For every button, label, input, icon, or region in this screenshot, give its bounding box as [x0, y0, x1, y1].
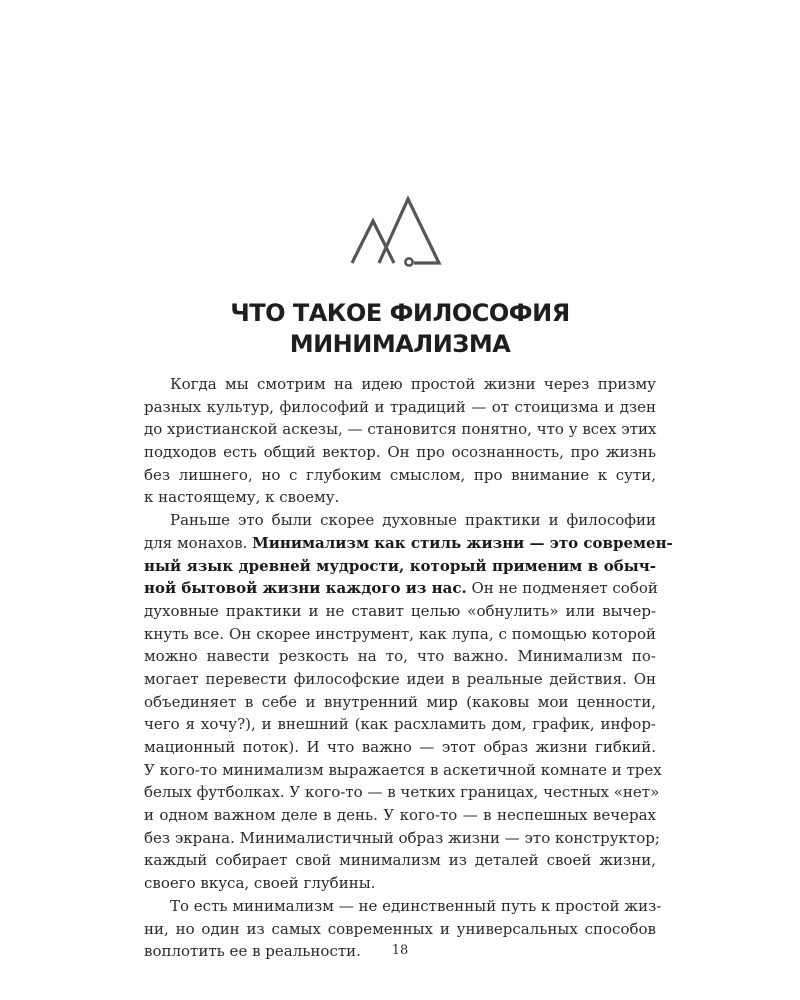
- text-line: [144, 418, 656, 441]
- text-line: [144, 918, 656, 941]
- paragraph: [144, 509, 673, 895]
- chapter-title: [0, 298, 800, 360]
- text-line: [144, 645, 656, 668]
- text-line: [144, 736, 656, 759]
- text-line: [144, 713, 656, 736]
- text-segment: каждый собирает свой минимализм из деталей своей жизни,: [144, 851, 656, 870]
- text-line: [144, 441, 656, 464]
- text-line: [144, 895, 662, 918]
- text-segment: Когда мы смотрим на идею простой жизни через призму: [170, 375, 656, 393]
- text-line: [144, 804, 656, 827]
- text-line: [144, 600, 656, 623]
- text-line: [144, 509, 656, 532]
- text-segment: можно навести резкость на то, что важно. Минимализм по-: [144, 647, 656, 666]
- text-line: [144, 486, 656, 509]
- text-line: [144, 623, 656, 646]
- text-segment: мационный поток). И что важно — этот образ жизни гибкий.: [144, 738, 656, 756]
- text-segment: Он не подменяет собой: [466, 579, 658, 598]
- text-segment: без экрана. Минималистичный образ жизни — это конструктор;: [144, 828, 660, 847]
- text-segment: без лишнего, но с глубоким смыслом, про внимание к сути,: [144, 465, 656, 484]
- text-line: [144, 849, 656, 872]
- text-line: [144, 464, 656, 487]
- text-line: [144, 668, 656, 691]
- text-segment: белых футболках. У кого-то — в четких границах, честных «нет»: [144, 783, 660, 802]
- text-line: [144, 872, 656, 895]
- text-segment: чего я хочу?), и внешний (как расхламить дом, график, инфор-: [144, 715, 656, 734]
- text-segment: подходов есть общий вектор. Он про осознанность, про жизнь: [144, 443, 656, 462]
- text-line: [144, 532, 673, 555]
- bold-text: ной бытовой жизни каждого из нас.: [144, 579, 467, 598]
- paragraph: [144, 373, 656, 509]
- text-segment: воплотить ее в реальности.: [144, 942, 361, 961]
- text-line: [144, 781, 660, 804]
- bold-text: Минимализм как стиль жизни — это современ-: [252, 533, 673, 552]
- text-segment: до христианской аскезы, — становится понятно, что у всех этих: [144, 420, 657, 439]
- text-segment: своего вкуса, своей глубины.: [144, 874, 376, 893]
- bold-text: ный язык древней мудрости, который применим в обыч-: [144, 556, 656, 575]
- text-segment: разных культур, философий и традиций — от стоицизма и дзен: [144, 397, 656, 416]
- chapter-title-line-1: ЧТО ТАКОЕ ФИЛОСОФИЯ: [230, 299, 570, 327]
- text-line: [144, 555, 656, 578]
- text-segment: к настоящему, к своему.: [144, 488, 340, 507]
- text-line: [144, 577, 656, 600]
- text-line: [144, 759, 662, 782]
- text-segment: У кого-то минимализм выражается в аскетичной комнате и трех: [144, 760, 662, 779]
- chapter-title-line-2: МИНИМАЛИЗМА: [289, 330, 511, 358]
- text-line: [144, 396, 656, 419]
- mountains-icon: [345, 192, 445, 268]
- text-segment: духовные практики и не ставит целью «обнулить» или вычер-: [144, 601, 656, 620]
- text-segment: То есть минимализм — не единственный путь к простой жиз-: [170, 896, 662, 915]
- chapter-body: [144, 373, 673, 963]
- text-line: [144, 827, 660, 850]
- page-number: 18: [391, 943, 409, 958]
- text-line: [144, 691, 656, 714]
- text-segment: Раньше это были скорее духовные практики и философии: [170, 511, 656, 530]
- sun-circle: [405, 258, 412, 265]
- text-segment: ни, но один из самых современных и универсальных способов: [144, 919, 656, 938]
- text-segment: для монахов.: [144, 533, 253, 552]
- text-segment: объединяет в себе и внутренний мир (каковы мои ценности,: [144, 692, 656, 711]
- text-line: [144, 373, 656, 396]
- text-segment: могает перевести философские идеи в реальные действия. Он: [144, 669, 656, 688]
- text-segment: кнуть все. Он скорее инструмент, как лупа, с помощью которой: [144, 624, 656, 643]
- text-segment: и одном важном деле в день. У кого-то — в неспешных вечерах: [144, 806, 656, 825]
